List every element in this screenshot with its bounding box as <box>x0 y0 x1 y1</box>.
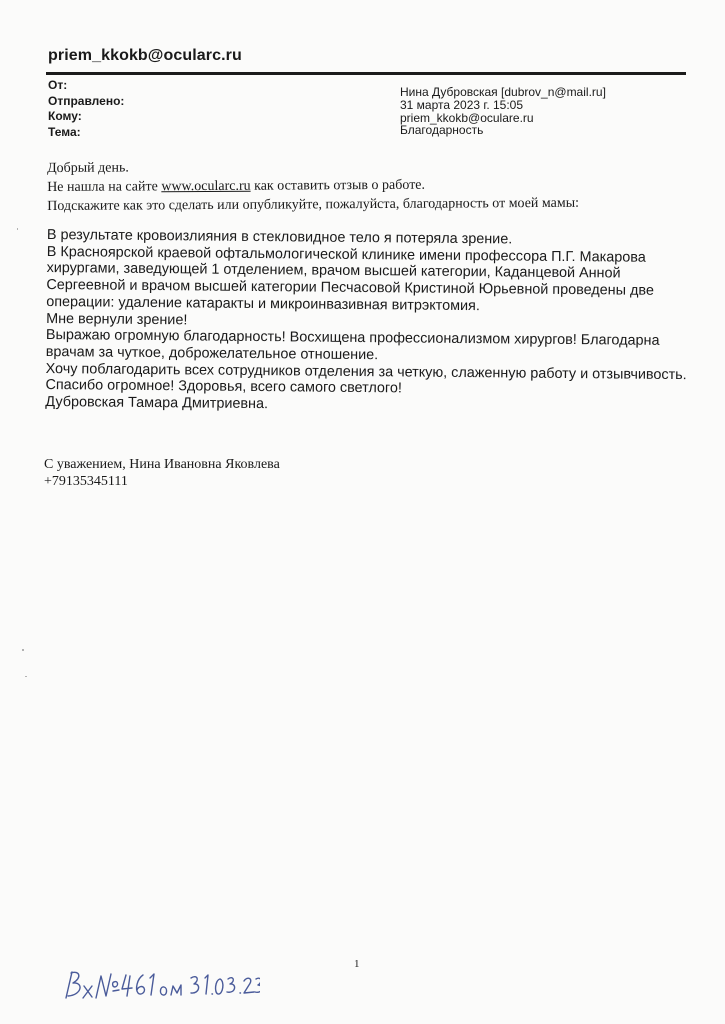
label-from: От: <box>48 78 68 92</box>
greeting-line: Добрый день. <box>47 160 129 176</box>
signature-block <box>44 457 280 490</box>
from-value: Нина Дубровская [dubrov_n@mail.ru] <box>400 85 606 99</box>
signature-phone: +79135345111 <box>44 473 128 489</box>
intro-text-after-link: как оставить отзыв о работе. <box>250 177 426 194</box>
signature-name: С уважением, Нина Ивановна Яковлева <box>44 457 280 472</box>
header-values <box>400 86 606 137</box>
letter-line: Мне вернули зрение! <box>46 310 188 328</box>
letter-line: Дубровская Тамара Дмитриевна. <box>45 394 269 413</box>
page-number: 1 <box>354 958 360 970</box>
intro-block <box>47 156 579 216</box>
handwritten-registration-note <box>60 962 260 1008</box>
to-value: priem_kkokb@oculare.ru <box>400 110 534 125</box>
letter-line: операции: удаление катаракты и микроинвазивная витрэктомия. <box>46 293 480 314</box>
letter-line: хирургами, заведующей 1 отделением, врачом высшей категории, Каданцевой Анной <box>46 260 621 282</box>
scan-speck <box>22 649 24 651</box>
letter-line: В результате кровоизлияния в стекловидное тело я потеряла зрение. <box>46 227 513 248</box>
letter-line: Спасибо огромное! Здоровья, всего самого светлого! <box>45 377 402 397</box>
letter-line: В Красноярской краевой офтальмологической клинике имени профессора П.Г. Макарова <box>46 243 646 266</box>
quoted-letter <box>45 227 688 417</box>
label-subject: Тема: <box>48 124 81 139</box>
scan-speck <box>25 676 27 677</box>
intro-line-3: Подскажите как это сделать или опубликуйте, пожалуйста, благодарность от моей мамы: <box>47 195 580 214</box>
letter-line: Сергеевной и врачом высшей категории Песчасовой Кристиной Юрьевной проведены две <box>46 277 654 299</box>
site-link[interactable]: www.ocularc.ru <box>161 178 251 195</box>
scan-speck <box>17 228 18 230</box>
label-to: Кому: <box>48 109 82 123</box>
header-divider <box>46 72 686 75</box>
letter-line: врачам за чуткое, доброжелательное отношение. <box>45 343 379 364</box>
intro-text-before-link: Не нашла на сайте <box>47 179 162 195</box>
subject-value: Благодарность <box>400 123 484 138</box>
mailbox-title: priem_kkokb@ocularc.ru <box>48 47 242 64</box>
header-labels <box>48 78 124 140</box>
sent-value: 31 марта 2023 г. 15:05 <box>400 97 524 112</box>
label-sent: Отправлено: <box>48 93 125 108</box>
letter-line: Хочу поблагодарить всех сотрудников отделения за четкую, слаженную работу и отзывчивость. <box>45 360 687 383</box>
letter-line: Выражаю огромную благодарность! Восхищена профессионализмом хирургов! Благодарна <box>45 327 660 350</box>
